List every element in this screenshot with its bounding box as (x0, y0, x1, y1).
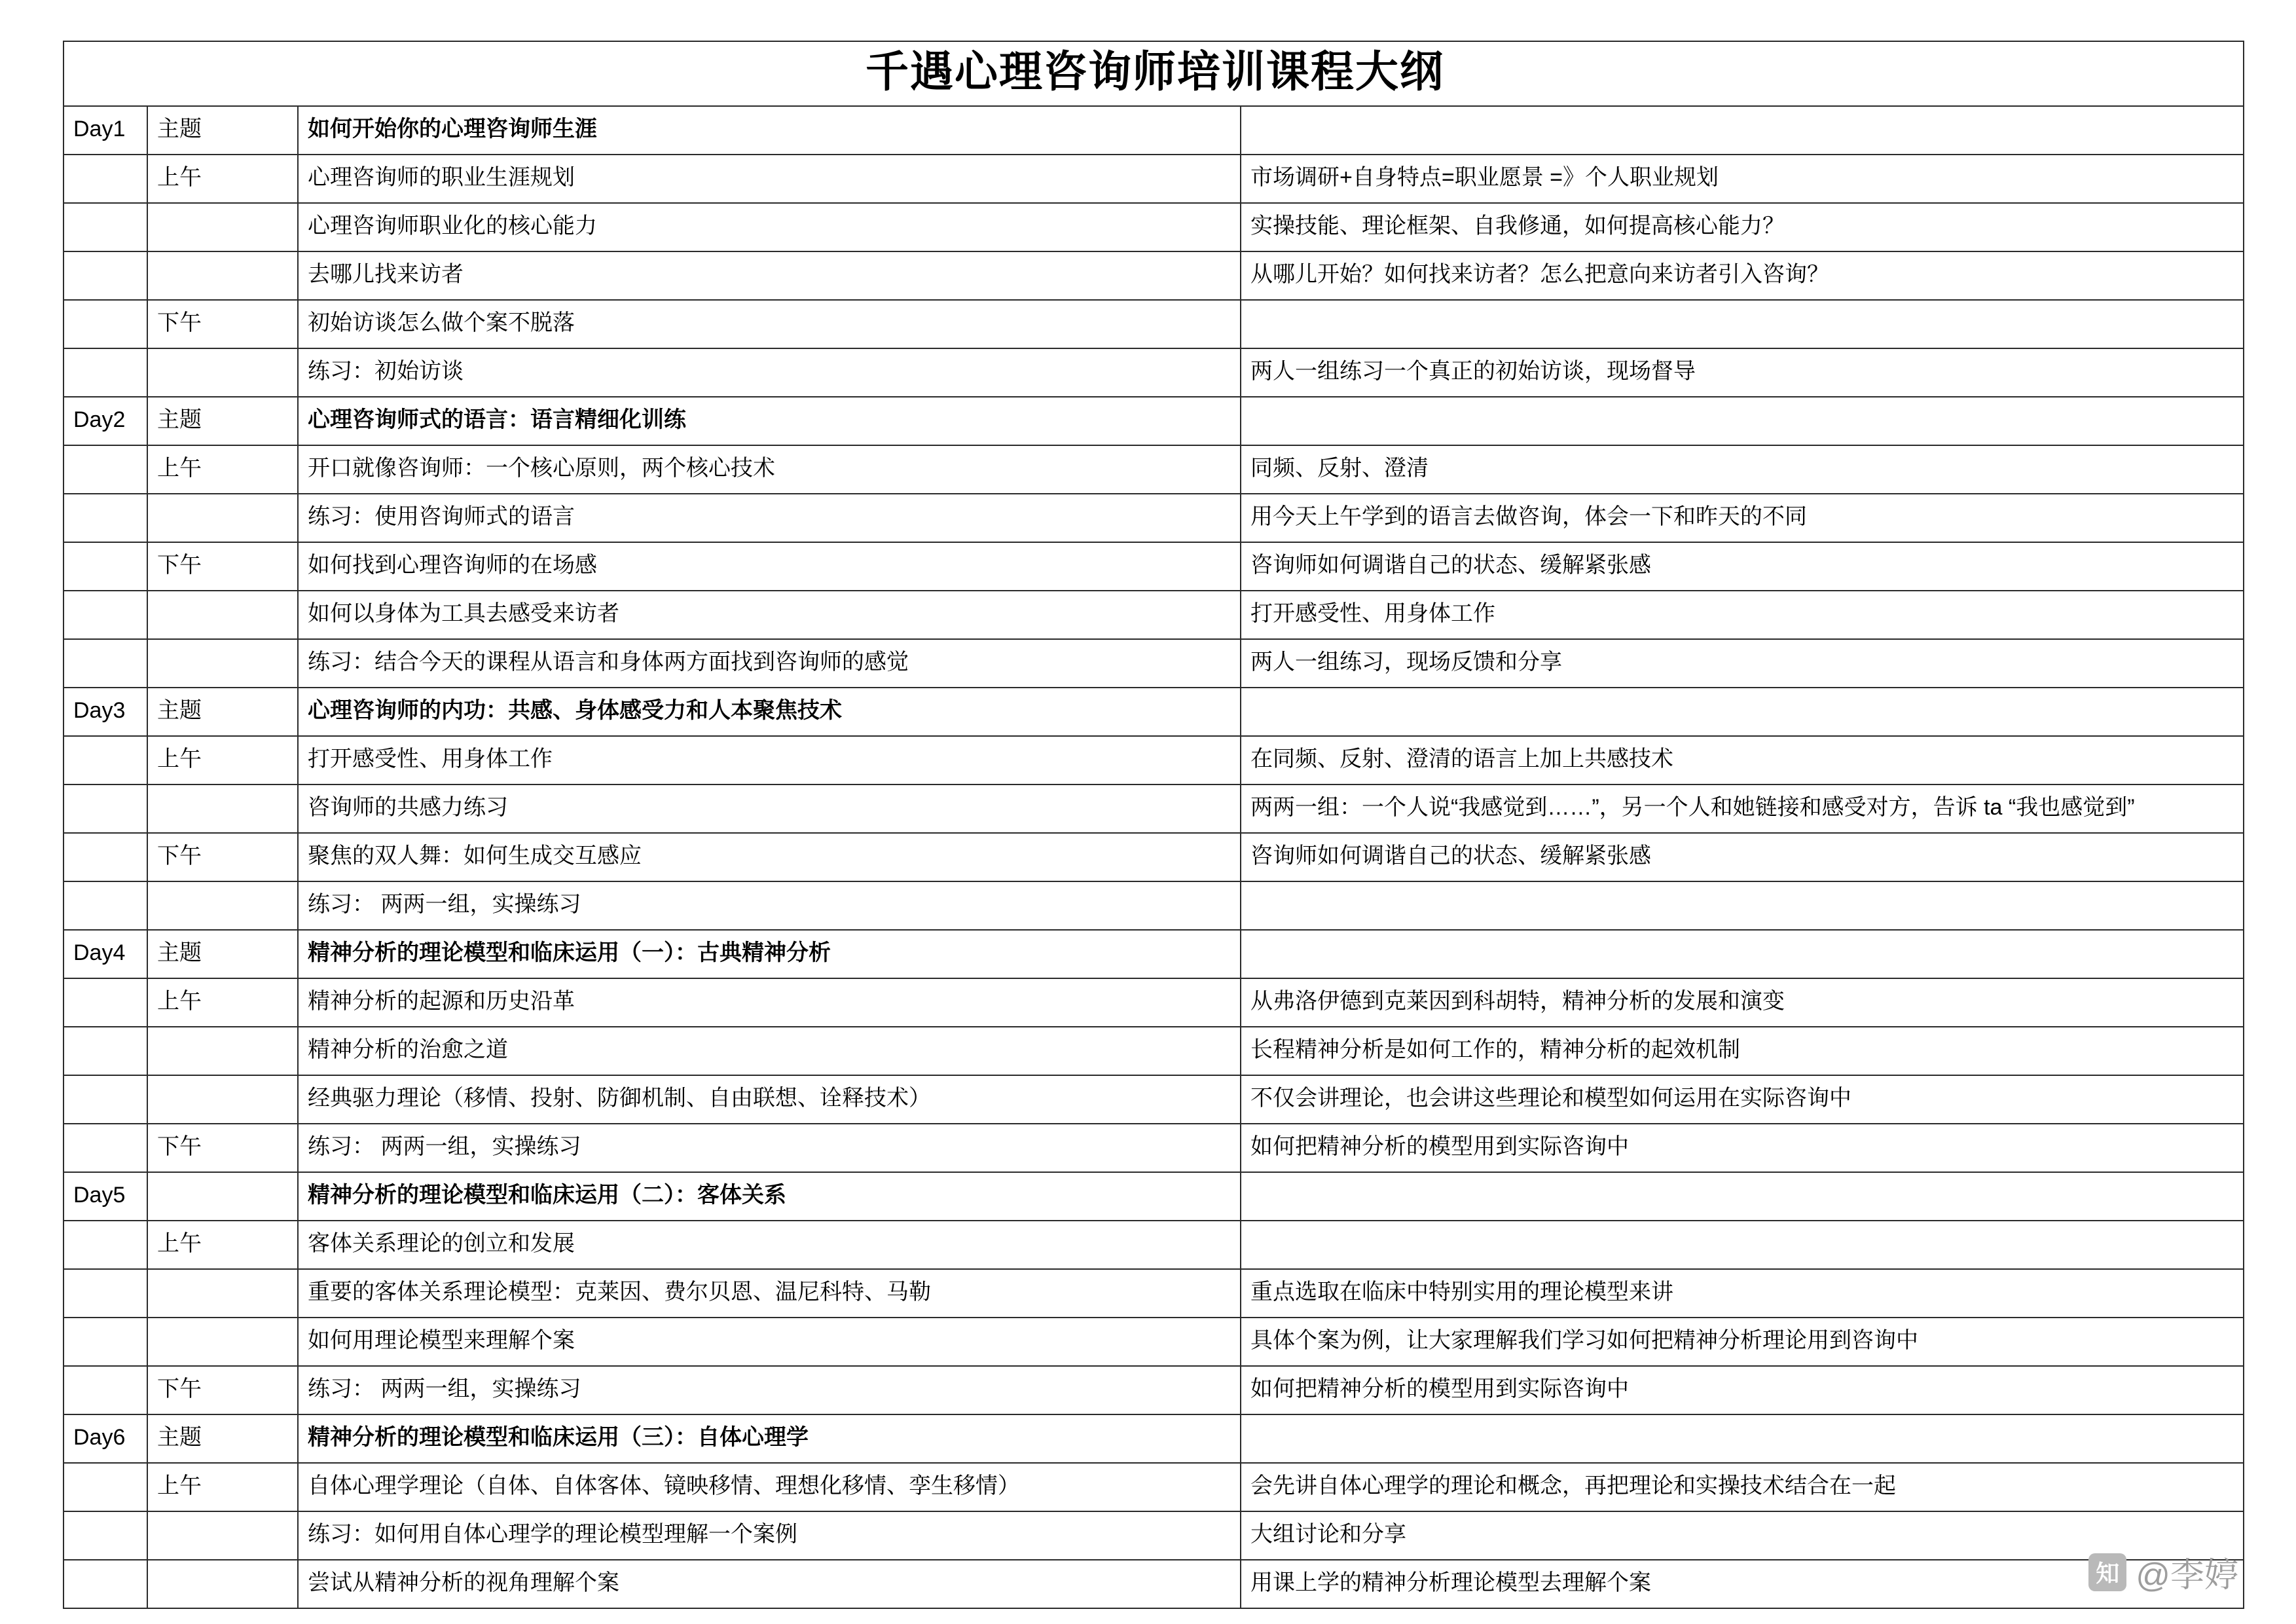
description-cell: 具体个案为例，让大家理解我们学习如何把精神分析理论用到咨询中 (1241, 1318, 2244, 1366)
description-cell (1241, 106, 2244, 155)
table-row (64, 203, 2244, 251)
session-cell (147, 639, 298, 688)
description-cell (1241, 881, 2244, 930)
table-row (64, 397, 2244, 445)
session-cell: 下午 (147, 1124, 298, 1172)
session-cell: 主题 (147, 1414, 298, 1463)
session-cell (147, 1075, 298, 1124)
table-row (64, 688, 2244, 736)
session-cell: 下午 (147, 542, 298, 591)
table-row (64, 155, 2244, 203)
day-cell (64, 155, 147, 203)
session-cell (147, 1172, 298, 1221)
table-row (64, 1027, 2244, 1075)
topic-cell: 精神分析的起源和历史沿革 (298, 978, 1241, 1027)
session-cell (147, 494, 298, 542)
topic-cell: 精神分析的治愈之道 (298, 1027, 1241, 1075)
table-row (64, 1172, 2244, 1221)
session-cell (147, 784, 298, 833)
topic-cell: 精神分析的理论模型和临床运用（二）：客体关系 (298, 1172, 1241, 1221)
table-row (64, 784, 2244, 833)
topic-cell: 练习：结合今天的课程从语言和身体两方面找到咨询师的感觉 (298, 639, 1241, 688)
topic-cell: 经典驱力理论（移情、投射、防御机制、自由联想、诠释技术） (298, 1075, 1241, 1124)
table-row (64, 1269, 2244, 1318)
day-cell (64, 1027, 147, 1075)
session-cell (147, 203, 298, 251)
description-cell (1241, 397, 2244, 445)
table-row (64, 930, 2244, 978)
topic-cell: 去哪儿找来访者 (298, 251, 1241, 300)
topic-cell: 练习： 两两一组，实操练习 (298, 881, 1241, 930)
description-cell (1241, 930, 2244, 978)
description-cell: 在同频、反射、澄清的语言上加上共感技术 (1241, 736, 2244, 784)
session-cell (147, 1027, 298, 1075)
session-cell: 上午 (147, 978, 298, 1027)
day-cell (64, 1221, 147, 1269)
description-cell: 从弗洛伊德到克莱因到科胡特，精神分析的发展和演变 (1241, 978, 2244, 1027)
day-cell (64, 833, 147, 881)
session-cell: 上午 (147, 1463, 298, 1511)
description-cell: 重点选取在临床中特别实用的理论模型来讲 (1241, 1269, 2244, 1318)
topic-cell: 如何以身体为工具去感受来访者 (298, 591, 1241, 639)
day-cell (64, 251, 147, 300)
table-row (64, 1221, 2244, 1269)
topic-cell: 练习： 两两一组，实操练习 (298, 1366, 1241, 1414)
table-row (64, 978, 2244, 1027)
day-cell (64, 300, 147, 348)
table-row (64, 445, 2244, 494)
description-cell (1241, 688, 2244, 736)
session-cell: 主题 (147, 930, 298, 978)
day-cell: Day2 (64, 397, 147, 445)
session-cell: 下午 (147, 833, 298, 881)
table-row (64, 251, 2244, 300)
table-row (64, 833, 2244, 881)
day-cell: Day3 (64, 688, 147, 736)
description-cell: 两人一组练习一个真正的初始访谈，现场督导 (1241, 348, 2244, 397)
description-cell: 同频、反射、澄清 (1241, 445, 2244, 494)
day-cell (64, 1318, 147, 1366)
description-cell: 两两一组：一个人说“我感觉到……”，另一个人和她链接和感受对方，告诉 ta “我也感觉到” (1241, 784, 2244, 833)
title-row (64, 41, 2244, 106)
description-cell: 从哪儿开始？如何找来访者？怎么把意向来访者引入咨询？ (1241, 251, 2244, 300)
description-cell: 实操技能、理论框架、自我修通，如何提高核心能力？ (1241, 203, 2244, 251)
session-cell (147, 591, 298, 639)
day-cell (64, 542, 147, 591)
description-cell (1241, 300, 2244, 348)
session-cell: 上午 (147, 445, 298, 494)
description-cell: 咨询师如何调谐自己的状态、缓解紧张感 (1241, 833, 2244, 881)
day-cell (64, 978, 147, 1027)
topic-cell: 开口就像咨询师：一个核心原则，两个核心技术 (298, 445, 1241, 494)
topic-cell: 初始访谈怎么做个案不脱落 (298, 300, 1241, 348)
table-row (64, 542, 2244, 591)
watermark (2088, 1547, 2238, 1596)
description-cell: 咨询师如何调谐自己的状态、缓解紧张感 (1241, 542, 2244, 591)
table-row (64, 1366, 2244, 1414)
topic-cell: 练习： 两两一组，实操练习 (298, 1124, 1241, 1172)
description-cell: 长程精神分析是如何工作的，精神分析的起效机制 (1241, 1027, 2244, 1075)
day-cell (64, 736, 147, 784)
topic-cell: 尝试从精神分析的视角理解个案 (298, 1560, 1241, 1608)
session-cell: 主题 (147, 397, 298, 445)
table-row (64, 1075, 2244, 1124)
topic-cell: 练习：如何用自体心理学的理论模型理解一个案例 (298, 1511, 1241, 1560)
topic-cell: 练习：使用咨询师式的语言 (298, 494, 1241, 542)
day-cell (64, 1463, 147, 1511)
day-cell (64, 348, 147, 397)
page-title-cell (64, 41, 2244, 106)
description-cell (1241, 1172, 2244, 1221)
table-row (64, 736, 2244, 784)
day-cell (64, 1366, 147, 1414)
table-row (64, 348, 2244, 397)
course-outline-table (63, 41, 2244, 1609)
description-cell (1241, 1221, 2244, 1269)
session-cell (147, 1511, 298, 1560)
watermark-text: @李婷 (2136, 1557, 2238, 1595)
topic-cell: 精神分析的理论模型和临床运用（三）：自体心理学 (298, 1414, 1241, 1463)
description-cell: 会先讲自体心理学的理论和概念，再把理论和实操技术结合在一起 (1241, 1463, 2244, 1511)
description-cell: 如何把精神分析的模型用到实际咨询中 (1241, 1366, 2244, 1414)
table-row (64, 494, 2244, 542)
day-cell (64, 494, 147, 542)
session-cell: 上午 (147, 1221, 298, 1269)
topic-cell: 心理咨询师式的语言：语言精细化训练 (298, 397, 1241, 445)
day-cell: Day5 (64, 1172, 147, 1221)
session-cell: 下午 (147, 1366, 298, 1414)
description-cell: 如何把精神分析的模型用到实际咨询中 (1241, 1124, 2244, 1172)
session-cell: 下午 (147, 300, 298, 348)
day-cell: Day1 (64, 106, 147, 155)
topic-cell: 如何找到心理咨询师的在场感 (298, 542, 1241, 591)
description-cell: 用课上学的精神分析理论模型去理解个案 (1241, 1560, 2244, 1608)
description-cell (1241, 1414, 2244, 1463)
day-cell (64, 1560, 147, 1608)
topic-cell: 心理咨询师的职业生涯规划 (298, 155, 1241, 203)
topic-cell: 精神分析的理论模型和临床运用（一）：古典精神分析 (298, 930, 1241, 978)
table-row (64, 1560, 2244, 1608)
table-row (64, 639, 2244, 688)
session-cell (147, 1560, 298, 1608)
description-cell: 市场调研+自身特点=职业愿景 =》个人职业规划 (1241, 155, 2244, 203)
session-cell: 上午 (147, 155, 298, 203)
day-cell: Day6 (64, 1414, 147, 1463)
session-cell: 主题 (147, 688, 298, 736)
table-row (64, 1124, 2244, 1172)
table-row (64, 1318, 2244, 1366)
session-cell: 主题 (147, 106, 298, 155)
day-cell (64, 639, 147, 688)
topic-cell: 心理咨询师的内功：共感、身体感受力和人本聚焦技术 (298, 688, 1241, 736)
session-cell (147, 881, 298, 930)
topic-cell: 自体心理学理论（自体、自体客体、镜映移情、理想化移情、孪生移情） (298, 1463, 1241, 1511)
day-cell: Day4 (64, 930, 147, 978)
description-cell: 大组讨论和分享 (1241, 1511, 2244, 1560)
topic-cell: 咨询师的共感力练习 (298, 784, 1241, 833)
day-cell (64, 445, 147, 494)
topic-cell: 练习：初始访谈 (298, 348, 1241, 397)
session-cell: 上午 (147, 736, 298, 784)
description-cell: 用今天上午学到的语言去做咨询，体会一下和昨天的不同 (1241, 494, 2244, 542)
table-row (64, 1511, 2244, 1560)
day-cell (64, 203, 147, 251)
zhihu-logo-icon: 知 (2088, 1553, 2126, 1591)
table-row (64, 1463, 2244, 1511)
session-cell (147, 1318, 298, 1366)
day-cell (64, 1124, 147, 1172)
topic-cell: 聚焦的双人舞：如何生成交互感应 (298, 833, 1241, 881)
table-row (64, 300, 2244, 348)
day-cell (64, 784, 147, 833)
description-cell: 不仅会讲理论，也会讲这些理论和模型如何运用在实际咨询中 (1241, 1075, 2244, 1124)
topic-cell: 如何开始你的心理咨询师生涯 (298, 106, 1241, 155)
page-title: 千遇心理咨询师培训课程大纲 (866, 48, 1444, 96)
topic-cell: 心理咨询师职业化的核心能力 (298, 203, 1241, 251)
topic-cell: 重要的客体关系理论模型：克莱因、费尔贝恩、温尼科特、马勒 (298, 1269, 1241, 1318)
day-cell (64, 1269, 147, 1318)
table-body (64, 41, 2244, 1608)
table-row (64, 1414, 2244, 1463)
topic-cell: 客体关系理论的创立和发展 (298, 1221, 1241, 1269)
session-cell (147, 348, 298, 397)
table-row (64, 106, 2244, 155)
session-cell (147, 251, 298, 300)
description-cell: 两人一组练习，现场反馈和分享 (1241, 639, 2244, 688)
day-cell (64, 591, 147, 639)
table-row (64, 591, 2244, 639)
description-cell: 打开感受性、用身体工作 (1241, 591, 2244, 639)
course-outline-table-wrapper (63, 41, 2243, 1609)
topic-cell: 如何用理论模型来理解个案 (298, 1318, 1241, 1366)
table-row (64, 881, 2244, 930)
day-cell (64, 881, 147, 930)
session-cell (147, 1269, 298, 1318)
topic-cell: 打开感受性、用身体工作 (298, 736, 1241, 784)
day-cell (64, 1511, 147, 1560)
day-cell (64, 1075, 147, 1124)
